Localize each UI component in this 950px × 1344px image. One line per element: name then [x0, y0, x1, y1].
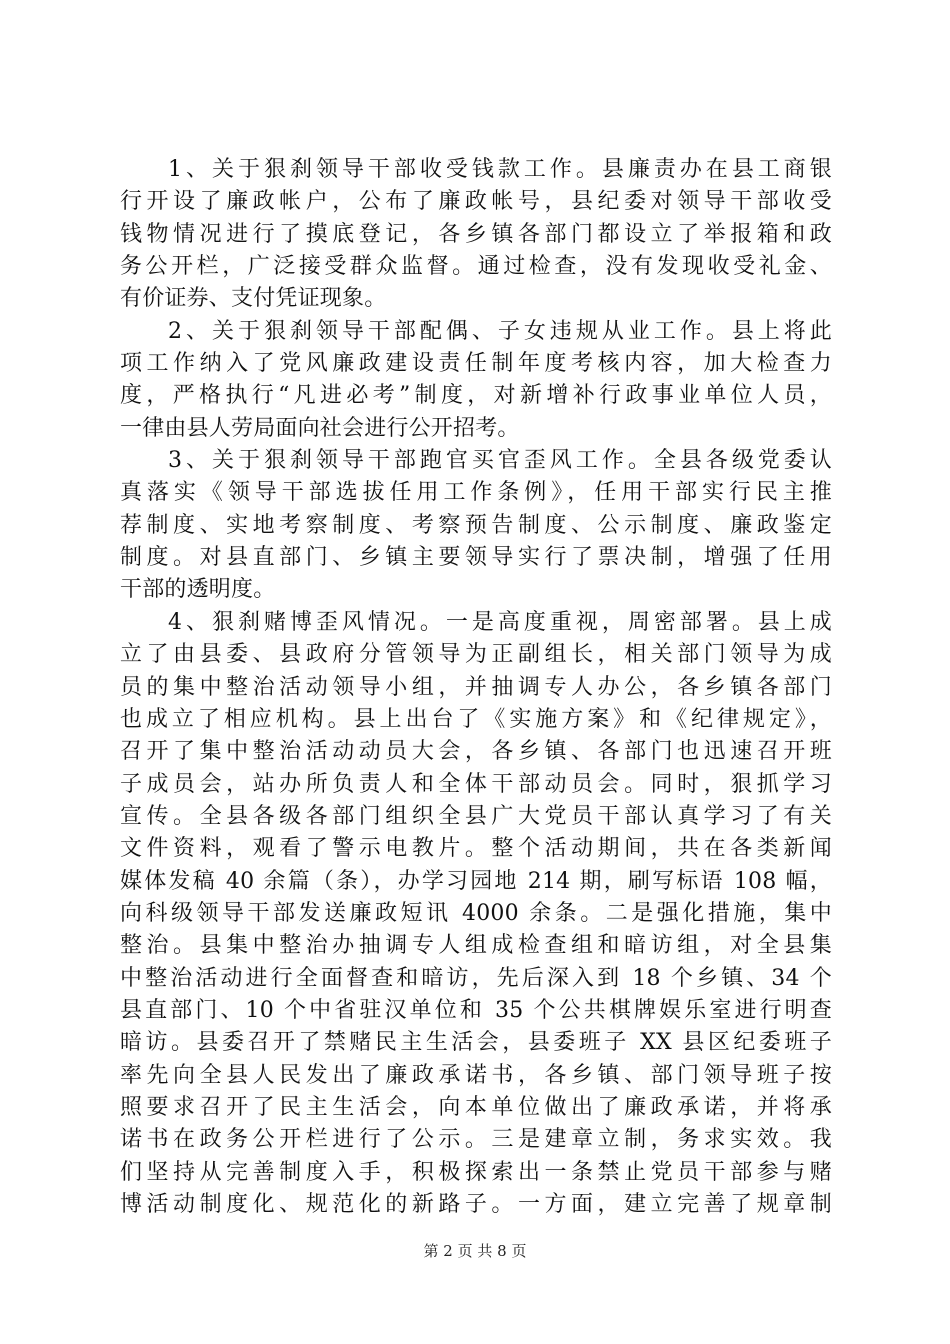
paragraph-4-line: 召开了集中整治活动动员大会，各乡镇、各部门也迅速召开班	[120, 739, 832, 765]
paragraph-4-line: 县直部门、10 个中省驻汉单位和 35 个公共棋牌娱乐室进行明查	[120, 997, 832, 1023]
paragraph-4-line: 员的集中整治活动领导小组，并抽调专人办公，各乡镇各部门	[120, 674, 832, 700]
paragraph-4-line: 整治。县集中整治办抽调专人组成检查组和暗访组，对全县集	[120, 933, 832, 959]
paragraph-4-line: 子成员会，站办所负责人和全体干部动员会。同时，狠抓学习	[120, 771, 832, 797]
paragraph-4-line: 4、狠刹赌博歪风情况。一是高度重视，周密部署。县上成	[168, 609, 832, 635]
paragraph-4-line: 们坚持从完善制度入手，积极探索出一条禁止党员干部参与赌	[120, 1159, 832, 1185]
paragraph-2-line: 项工作纳入了党风廉政建设责任制年度考核内容，加大检查力	[120, 351, 832, 377]
paragraph-4-line: 宣传。全县各级各部门组织全县广大党员干部认真学习了有关	[120, 803, 832, 829]
paragraph-3-line: 3、关于狠刹领导干部跑官买官歪风工作。全县各级党委认	[168, 448, 832, 474]
paragraph-1-line: 有价证券、支付凭证现象。	[120, 286, 387, 312]
paragraph-2-line: 度，严格执行“凡进必考”制度，对新增补行政事业单位人员，	[120, 383, 832, 409]
paragraph-1-line: 务公开栏，广泛接受群众监督。通过检查，没有发现收受礼金、	[120, 254, 832, 280]
paragraph-4-line: 媒体发稿 40 余篇（条），办学习园地 214 期，刷写标语 108 幅，	[120, 868, 832, 894]
page-number-footer: 第 2 页 共 8 页	[423, 1242, 527, 1260]
paragraph-4-line: 照要求召开了民主生活会，向本单位做出了廉政承诺，并将承	[120, 1094, 832, 1120]
paragraph-1-line: 1、关于狠刹领导干部收受钱款工作。县廉责办在县工商银	[168, 157, 832, 182]
paragraph-4-line: 博活动制度化、规范化的新路子。一方面，建立完善了规章制	[120, 1192, 832, 1217]
paragraph-4-line: 向科级领导干部发送廉政短讯 4000 余条。二是强化措施，集中	[120, 900, 832, 926]
paragraph-1-line: 钱物情况进行了摸底登记，各乡镇各部门都设立了举报箱和政	[120, 221, 832, 247]
paragraph-1-line: 行开设了廉政帐户，公布了廉政帐号，县纪委对领导干部收受	[120, 189, 832, 215]
paragraph-4-line: 也成立了相应机构。县上出台了《实施方案》和《纪律规定》，	[120, 706, 832, 732]
paragraph-2-line: 一律由县人劳局面向社会进行公开招考。	[120, 415, 520, 441]
paragraph-4-line: 立了由县委、县政府分管领导为正副组长，相关部门领导为成	[120, 642, 832, 668]
body-text	[120, 154, 832, 1221]
paragraph-4-line: 中整治活动进行全面督查和暗访，先后深入到 18 个乡镇、34 个	[120, 965, 832, 991]
paragraph-4-line: 文件资料，观看了警示电教片。整个活动期间，共在各类新闻	[120, 836, 832, 862]
paragraph-4-line: 率先向全县人民发出了廉政承诺书，各乡镇、部门领导班子按	[120, 1062, 832, 1088]
paragraph-4-line: 暗访。县委召开了禁赌民主生活会，县委班子 XX 县区纪委班子	[120, 1030, 832, 1056]
paragraph-3-line: 荐制度、实地考察制度、考察预告制度、公示制度、廉政鉴定	[120, 512, 832, 538]
paragraph-2-line: 2、关于狠刹领导干部配偶、子女违规从业工作。县上将此	[168, 318, 832, 344]
paragraph-3-line: 制度。对县直部门、乡镇主要领导实行了票决制，增强了任用	[120, 545, 832, 571]
paragraph-3-line: 干部的透明度。	[120, 577, 276, 603]
paragraph-3-line: 真落实《领导干部选拔任用工作条例》，任用干部实行民主推	[120, 480, 832, 506]
paragraph-4-line: 诺书在政务公开栏进行了公示。三是建章立制，务求实效。我	[120, 1127, 832, 1153]
